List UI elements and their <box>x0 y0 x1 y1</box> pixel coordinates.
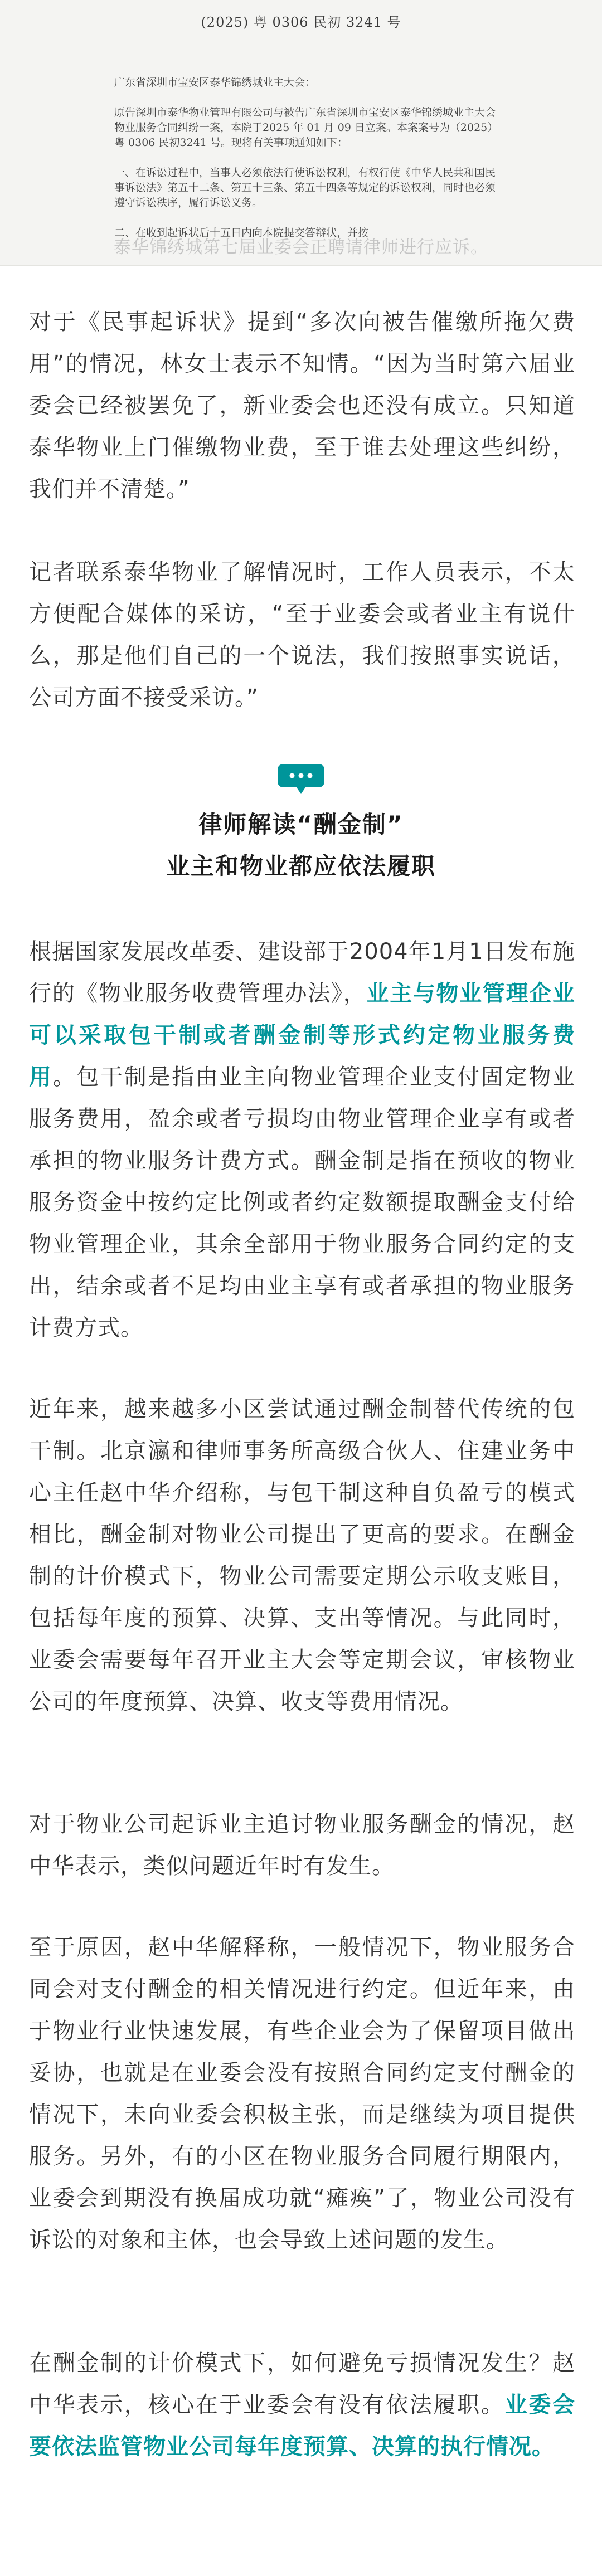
paragraph-text: 。包干制是指由业主向物业管理企业支付固定物业服务费用，盈余或者亏损均由物业管理企业享有或者承担的物业服务计费方式。酬金制是指在预收的物业服务资金中按约定比例或者约定数额提取酬金支付给物业管理企业，其余全部用于物业服务合同约定的支出，结余或者不足均由业主享有或者承担的物业服务计费方式。 <box>29 1064 576 1341</box>
court-notice-image <box>0 0 602 266</box>
article-paragraph: 至于原因，赵中华解释称，一般情况下，物业服务合同会对支付酬金的相关情况进行约定。但近年来，由于物业行业快速发展，有些企业会为了保留项目做出妥协，也就是在业委会没有按照合同约定支付酬金的情况下，未向业委会积极主张，而是继续为项目提供服务。另外，有的小区在物业服务合同履行期限内，业委会到期没有换届成功就“瘫痪”了，物业公司没有诉讼的对象和主体，也会导致上述问题的发生。 <box>29 1935 575 2253</box>
highlighted-text: 业主与物业管理企业可以采取包干制或者酬金制等形式约定物业服务费用 <box>29 981 576 1090</box>
article-paragraph <box>29 2343 575 2468</box>
article-paragraph: 对于《民事起诉状》提到“多次向被告催缴所拖欠费用”的情况，林女士表示不知情。“因为当时第六届业委会已经被罢免了，新业委会也还没有成立。只知道泰华物业上门催缴物业费，至于谁去处理这些纠纷，我们并不清楚。” <box>29 309 575 502</box>
article-paragraph <box>29 931 575 1349</box>
case-number-header: (2025) 粤 0306 民初 3241 号 <box>201 14 401 30</box>
notice-line: 广东省深圳市宝安区泰华锦绣城业主大会： <box>114 76 316 89</box>
notice-line: 原告深圳市泰华物业管理有限公司与被告广东省深圳市宝安区泰华锦绣城业主大会物业服务合同纠纷一案，本院于2025 年 01 月 09 日立案。本案案号为（2025）粤 0306 民初3241 号。现将有关事项通知如下： <box>114 106 498 149</box>
section-title-line-1: 律师解读“酬金制” <box>198 811 404 838</box>
highlighted-text: 业委会要依法监管物业公司每年度预算、决算的执行情况。 <box>29 2392 576 2460</box>
section-title-line-2: 业主和物业都应依法履职 <box>166 853 436 880</box>
speech-bubble-icon <box>275 763 327 795</box>
notice-line: 一、在诉讼过程中，当事人必须依法行使诉讼权利，有权行使《中华人民共和国民事诉讼法》第五十二条、第五十三条、第五十四条等规定的诉讼权利，同时也必须遵守诉讼秩序，履行诉讼义务。 <box>114 167 496 209</box>
notice-line: 二、在收到起诉状后十五日内向本院提交答辩状，并按 <box>114 227 369 239</box>
paragraph-text: 在酬金制的计价模式下，如何避免亏损情况发生？赵中华表示，核心在于业委会有没有依法履职。 <box>29 2350 575 2418</box>
article-paragraph: 记者联系泰华物业了解情况时，工作人员表示，不太方便配合媒体的采访，“至于业委会或者业主有说什么，那是他们自己的一个说法，我们按照事实说话，公司方面不接受采访。” <box>29 559 575 710</box>
article-paragraph: 对于物业公司起诉业主追讨物业服务酬金的情况，赵中华表示，类似问题近年时有发生。 <box>29 1812 575 1879</box>
article-paragraph: 近年来，越来越多小区尝试通过酬金制替代传统的包干制。北京瀛和律师事务所高级合伙人、住建业务中心主任赵中华介绍称，与包干制这种自负盈亏的模式相比，酬金制对物业公司提出了更高的要求。在酬金制的计价模式下，物业公司需要定期公示收支账目，包括每年度的预算、决算、支出等情况。与此同时，业委会需要每年召开业主大会等定期会议，审核物业公司的年度预算、决算、收支等费用情况。 <box>29 1396 575 1715</box>
image-caption: 泰华锦绣城第七届业委会正聘请律师进行应诉。 <box>114 237 488 257</box>
paragraph-text: 根据国家发展改革委、建设部于2004年1月1日发布施行的《物业服务收费管理办法》， <box>29 939 575 1006</box>
court-notice-text <box>114 60 499 256</box>
